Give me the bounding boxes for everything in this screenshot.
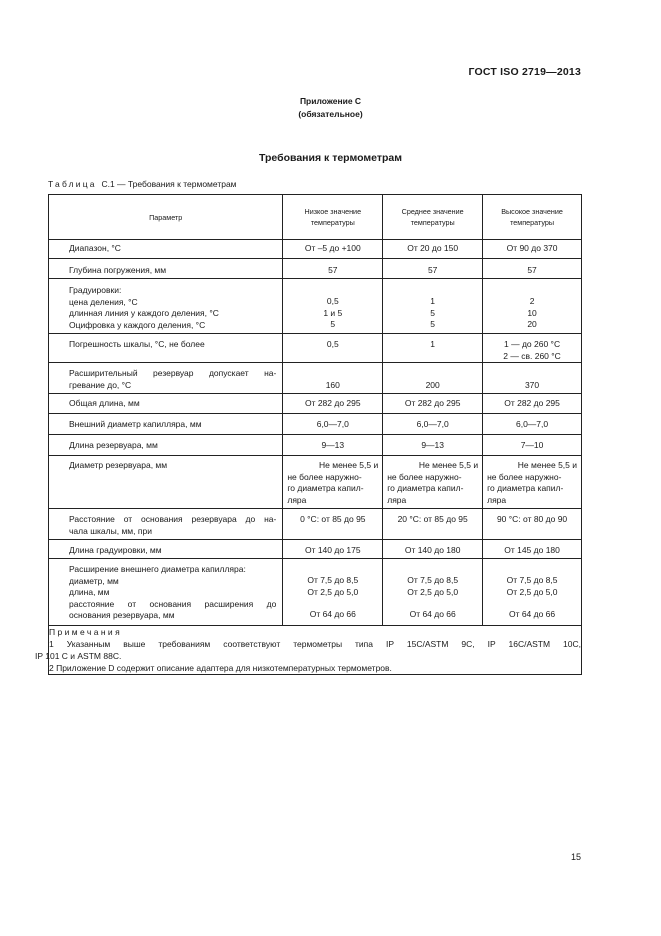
column-header-parameter: Параметр xyxy=(49,195,283,240)
param-cell: Погрешность шкалы, °С, не более xyxy=(49,334,283,363)
low-cell: 9—13 xyxy=(283,435,383,456)
low-cell xyxy=(283,559,383,626)
param-cell xyxy=(49,559,283,626)
param-line: Расширительный резервуар допускает на- xyxy=(69,368,277,378)
high-cell xyxy=(483,279,582,334)
value-line: Не менее 5,5 и xyxy=(517,460,577,470)
table-row xyxy=(49,394,582,414)
value-line: Не менее 5,5 и xyxy=(418,460,479,470)
high-cell: 57 xyxy=(483,259,582,279)
param-cell: Диаметр резервуара, мм xyxy=(49,456,283,509)
value-line: го диаметра капил- xyxy=(387,483,464,493)
table-row xyxy=(49,559,582,626)
table-row xyxy=(49,435,582,456)
notes-title: Примечания xyxy=(49,627,123,637)
table-row xyxy=(49,414,582,435)
low-cell: 0,5 xyxy=(283,334,383,363)
column-header-high: Высокое значение температуры xyxy=(483,195,582,240)
mid-cell: От 140 до 180 xyxy=(383,540,483,559)
high-cell: 7—10 xyxy=(483,435,582,456)
low-cell xyxy=(283,456,383,509)
high-cell: 370 xyxy=(483,363,582,394)
high-cell xyxy=(483,334,582,363)
value-line: 1 и 5 xyxy=(323,307,343,318)
mid-cell: От 282 до 295 xyxy=(383,394,483,414)
param-line: Расширение внешнего диаметра капилляра: xyxy=(69,564,246,574)
page-number: 15 xyxy=(570,852,581,862)
param-cell: Диапазон, °С xyxy=(49,240,283,259)
low-cell: От 140 до 175 xyxy=(283,540,383,559)
low-cell xyxy=(283,279,383,334)
value-line: От 7,5 до 8,5 xyxy=(506,575,558,585)
param-cell xyxy=(49,363,283,394)
high-cell: От 145 до 180 xyxy=(483,540,582,559)
value-line: 5 xyxy=(430,319,436,329)
param-cell: Длина резервуара, мм xyxy=(49,435,283,456)
appendix-heading xyxy=(0,95,661,121)
param-line: Градуировки: xyxy=(69,285,122,295)
value-line: не более наружно- xyxy=(487,471,562,482)
value-line: го диаметра капил- xyxy=(487,483,564,493)
mid-cell xyxy=(383,456,483,509)
table-notes-row xyxy=(49,626,582,675)
high-cell xyxy=(483,456,582,509)
param-line: длинная линия у каждого деления, °С xyxy=(69,308,219,318)
mid-cell: 1 xyxy=(383,334,483,363)
param-line: длина, мм xyxy=(69,587,110,597)
table-caption xyxy=(48,179,237,189)
note-1: 1 Указанным выше требованиям соответствуют термометры типа IP 15C/ASTM 9C, IP 16C/ASTM 10C, xyxy=(49,639,581,649)
value-line: От 2,5 до 5,0 xyxy=(307,586,359,597)
value-line: 20 xyxy=(527,319,537,329)
value-line: 10 xyxy=(527,307,537,318)
param-cell xyxy=(49,279,283,334)
param-cell: Внешний диаметр капилляра, мм xyxy=(49,414,283,435)
table-row xyxy=(49,509,582,540)
requirements-table xyxy=(35,194,582,675)
param-cell xyxy=(49,509,283,540)
high-cell: От 90 до 370 xyxy=(483,240,582,259)
high-cell: 6,0—7,0 xyxy=(483,414,582,435)
mid-cell: От 20 до 150 xyxy=(383,240,483,259)
value-line: От 7,5 до 8,5 xyxy=(307,575,359,585)
value-line: не более наружно- xyxy=(287,471,362,482)
param-line: Расстояние от основания резервуара до на- xyxy=(69,514,277,524)
table-row xyxy=(49,540,582,559)
mid-cell: 20 °С: от 85 до 95 xyxy=(383,509,483,540)
value-line: 0,5 xyxy=(326,296,339,306)
table-caption-prefix: Таблица xyxy=(48,179,97,189)
value-line: 1 xyxy=(430,296,436,306)
param-cell: Длина градуировки, мм xyxy=(49,540,283,559)
high-cell: 90 °С: от 80 до 90 xyxy=(483,509,582,540)
param-line: чала шкалы, мм, при xyxy=(69,525,152,536)
value-line: не более наружно- xyxy=(387,471,462,482)
column-header-mid: Среднее значение температуры xyxy=(383,195,483,240)
param-line: основания резервуара, мм xyxy=(69,610,175,620)
high-cell: От 282 до 295 xyxy=(483,394,582,414)
value-line: 5 xyxy=(430,307,436,318)
param-line: диаметр, мм xyxy=(69,575,119,586)
param-line: Оцифровка у каждого деления, °С xyxy=(69,319,206,330)
low-cell: 57 xyxy=(283,259,383,279)
mid-cell: 200 xyxy=(383,363,483,394)
note-1-continued: IP 101 C и ASTM 88C. xyxy=(35,651,122,661)
table-row xyxy=(49,259,582,279)
table-notes xyxy=(35,626,582,675)
value-line: 2 xyxy=(529,296,535,306)
section-title: Требования к термометрам xyxy=(259,152,402,164)
mid-cell: 6,0—7,0 xyxy=(383,414,483,435)
low-cell: От –5 до +100 xyxy=(283,240,383,259)
table-row xyxy=(49,456,582,509)
table-row xyxy=(49,240,582,259)
value-line: От 64 до 66 xyxy=(309,609,356,619)
mid-cell: 57 xyxy=(383,259,483,279)
table-header-row xyxy=(49,195,582,240)
mid-cell xyxy=(383,559,483,626)
low-cell: 6,0—7,0 xyxy=(283,414,383,435)
low-cell: 160 xyxy=(283,363,383,394)
low-cell: 0 °С: от 85 до 95 xyxy=(283,509,383,540)
note-2: 2 Приложение D содержит описание адаптера для низкотемпературных термометров. xyxy=(49,663,392,673)
table-row xyxy=(49,279,582,334)
value-line: От 64 до 66 xyxy=(508,609,556,619)
param-cell: Глубина погружения, мм xyxy=(49,259,283,279)
value-line: От 2,5 до 5,0 xyxy=(407,586,459,597)
param-line: цена деления, °С xyxy=(69,296,138,307)
standard-header: ГОСТ ISO 2719—2013 xyxy=(468,66,581,78)
mid-cell xyxy=(383,279,483,334)
appendix-title: Приложение С xyxy=(299,96,362,106)
appendix-status: (обязательное) xyxy=(298,109,363,119)
mid-cell: 9—13 xyxy=(383,435,483,456)
table-caption-rest: С.1 — Требования к термометрам xyxy=(101,179,237,189)
high-cell xyxy=(483,559,582,626)
table-row xyxy=(49,334,582,363)
value-line: От 64 до 66 xyxy=(409,609,456,619)
value-line: От 2,5 до 5,0 xyxy=(506,586,558,597)
value-line: 2 — св. 260 °С xyxy=(503,350,561,361)
value-line: Не менее 5,5 и xyxy=(319,460,379,470)
table-row xyxy=(49,363,582,394)
param-cell: Общая длина, мм xyxy=(49,394,283,414)
param-line: расстояние от основания расширения до xyxy=(69,598,277,609)
param-line: гревание до, °С xyxy=(69,379,132,390)
value-line: 5 xyxy=(330,319,336,329)
value-line: 1 — до 260 °С xyxy=(504,339,561,349)
low-cell: От 282 до 295 xyxy=(283,394,383,414)
value-line: ляра xyxy=(387,494,407,505)
value-line: го диаметра капил- xyxy=(287,483,364,493)
column-header-low: Низкое значение температуры xyxy=(283,195,383,240)
value-line: ляра xyxy=(287,494,307,505)
value-line: От 7,5 до 8,5 xyxy=(407,575,459,585)
value-line: ляра xyxy=(487,494,507,505)
